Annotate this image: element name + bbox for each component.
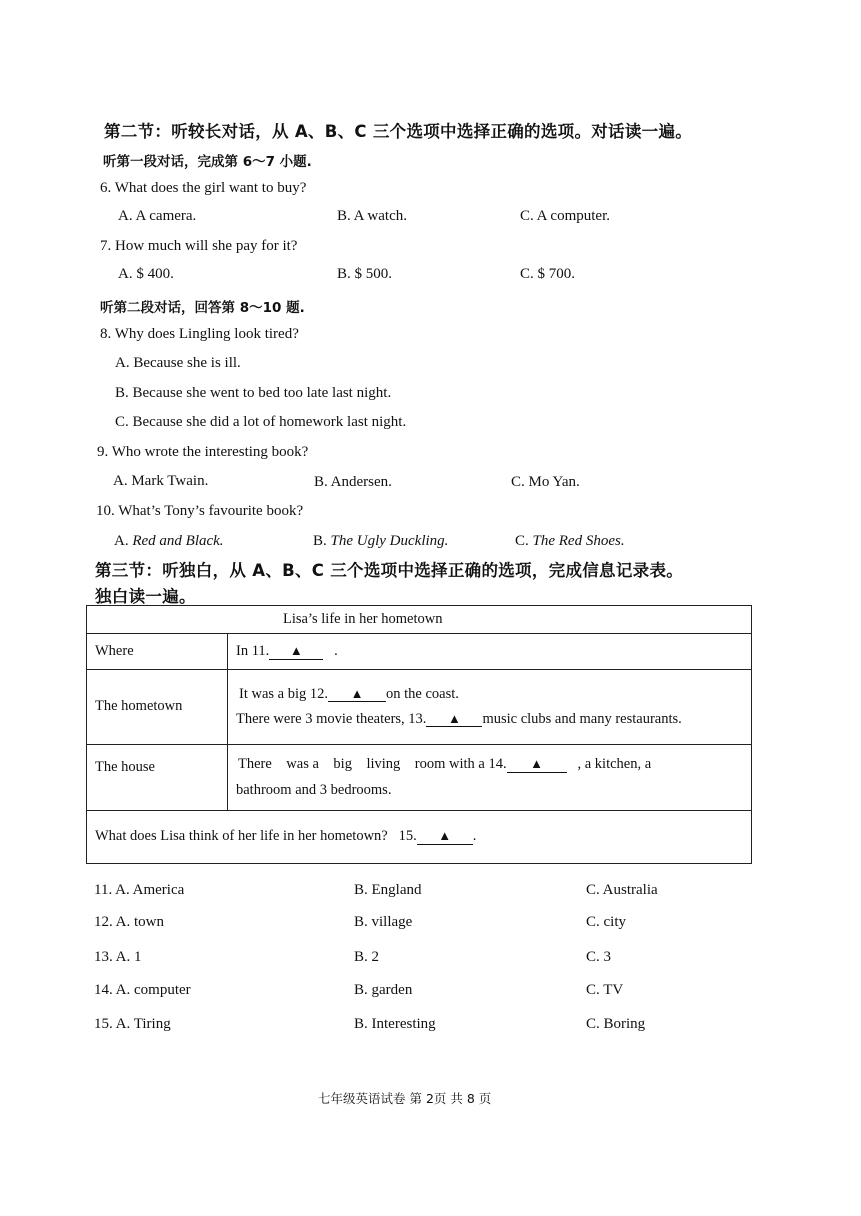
q6-option-b: B. A watch. — [337, 208, 407, 224]
row-label-house: The house — [87, 744, 228, 810]
row-hometown-content — [228, 670, 752, 744]
q10-option-b — [313, 533, 448, 550]
choice-14-c: C. TV — [586, 982, 624, 998]
question-6: 6. What does the girl want to buy? — [100, 180, 307, 196]
q8-option-b: B. Because she went to bed too late last night. — [115, 385, 392, 401]
triangle-marker-icon: ▲ — [530, 756, 544, 772]
q7-option-a: A. $ 400. — [118, 266, 174, 282]
q10-option-a — [114, 533, 224, 550]
triangle-marker-icon: ▲ — [350, 685, 364, 701]
blank-14-prefix: There was a big living room with a 14. — [238, 756, 507, 773]
table-title: Lisa’s life in her hometown — [87, 606, 752, 634]
info-record-table — [86, 605, 752, 864]
blank-13-prefix: There were 3 movie theaters, 13. — [236, 710, 427, 727]
section3-heading-line2: 独白读一遍。 — [95, 587, 196, 606]
question-8: 8. Why does Lingling look tired? — [100, 326, 299, 342]
triangle-marker-icon: ▲ — [438, 828, 452, 844]
q9-option-a: A. Mark Twain. — [113, 473, 209, 489]
blank-15-suffix: . — [472, 828, 477, 845]
blank-11-suffix: . — [334, 643, 338, 660]
blank-12-suffix: on the coast. — [386, 685, 459, 702]
house-line-1 — [236, 751, 743, 777]
answer-blank-14[interactable] — [507, 757, 567, 773]
blank-14-suffix: , a kitchen, a — [577, 756, 652, 773]
hometown-line-1 — [236, 682, 743, 707]
choice-11-b: B. England — [354, 882, 422, 898]
row-label-where: Where — [87, 634, 228, 670]
answer-blank-12[interactable] — [328, 687, 386, 703]
q10-option-c-letter: C. — [515, 533, 529, 549]
house-line-2: bathroom and 3 bedrooms. — [236, 782, 392, 799]
page-footer: 七年级英语试卷 第 2页 共 8 页 — [318, 1091, 492, 1106]
choice-12-a: 12. A. town — [94, 914, 165, 930]
table-question: What does Lisa think of her life in her hometown? — [95, 828, 388, 845]
choice-15-a: 15. A. Tiring — [94, 1016, 171, 1032]
triangle-marker-icon: ▲ — [289, 643, 303, 659]
choice-11-a: 11. A. America — [94, 882, 185, 898]
q10-option-c-title: The Red Shoes. — [532, 533, 625, 549]
q9-option-c: C. Mo Yan. — [511, 474, 580, 490]
question-10: 10. What’s Tony’s favourite book? — [96, 503, 304, 519]
q7-option-c: C. $ 700. — [520, 266, 576, 282]
part2-instruction: 听第二段对话，回答第 8～10 题. — [100, 300, 305, 316]
choice-15-c: C. Boring — [586, 1016, 646, 1032]
blank-15-prefix: 15. — [398, 828, 417, 845]
blank-11-prefix: In 11. — [236, 643, 270, 660]
choice-15-b: B. Interesting — [354, 1016, 436, 1032]
question-7: 7. How much will she pay for it? — [100, 238, 298, 254]
q8-option-a: A. Because she is ill. — [115, 355, 241, 371]
q6-option-a: A. A camera. — [118, 208, 197, 224]
q7-option-b: B. $ 500. — [337, 266, 393, 282]
q10-option-c — [515, 533, 625, 550]
q6-option-c: C. A computer. — [520, 208, 610, 224]
choice-12-c: C. city — [586, 914, 626, 930]
choice-11-c: C. Australia — [586, 882, 658, 898]
q10-option-a-letter: A. — [114, 533, 129, 549]
row-label-hometown: The hometown — [87, 670, 228, 744]
answer-blank-15[interactable] — [417, 829, 473, 845]
answer-blank-11[interactable] — [269, 644, 323, 660]
part1-instruction: 听第一段对话，完成第 6～7 小题. — [103, 154, 312, 170]
blank-12-prefix: It was a big 12. — [239, 685, 328, 702]
answer-blank-13[interactable] — [426, 712, 482, 728]
row-house-content — [228, 744, 752, 810]
q10-option-b-title: The Ugly Duckling. — [330, 533, 449, 549]
triangle-marker-icon: ▲ — [448, 710, 461, 726]
row-where-content — [228, 634, 752, 670]
question-9: 9. Who wrote the interesting book? — [97, 444, 309, 460]
choice-13-a: 13. A. 1 — [94, 949, 142, 965]
q9-option-b: B. Andersen. — [314, 474, 392, 490]
blank-13-suffix: music clubs and many restaurants. — [482, 710, 682, 727]
choice-13-c: C. 3 — [586, 949, 612, 965]
choice-12-b: B. village — [354, 914, 413, 930]
choice-14-b: B. garden — [354, 982, 413, 998]
section3-heading-line1: 第三节：听独白，从 A、B、C 三个选项中选择正确的选项，完成信息记录表。 — [95, 561, 684, 580]
q8-option-c: C. Because she did a lot of homework last night. — [115, 414, 407, 430]
row-question-content — [87, 810, 752, 863]
q10-option-a-title: Red and Black. — [132, 533, 224, 549]
hometown-line-2 — [236, 707, 743, 732]
section2-heading: 第二节：听较长对话，从 A、B、C 三个选项中选择正确的选项。对话读一遍。 — [104, 122, 693, 141]
choice-14-a: 14. A. computer — [94, 982, 191, 998]
choice-13-b: B. 2 — [354, 949, 380, 965]
q10-option-b-letter: B. — [313, 533, 327, 549]
